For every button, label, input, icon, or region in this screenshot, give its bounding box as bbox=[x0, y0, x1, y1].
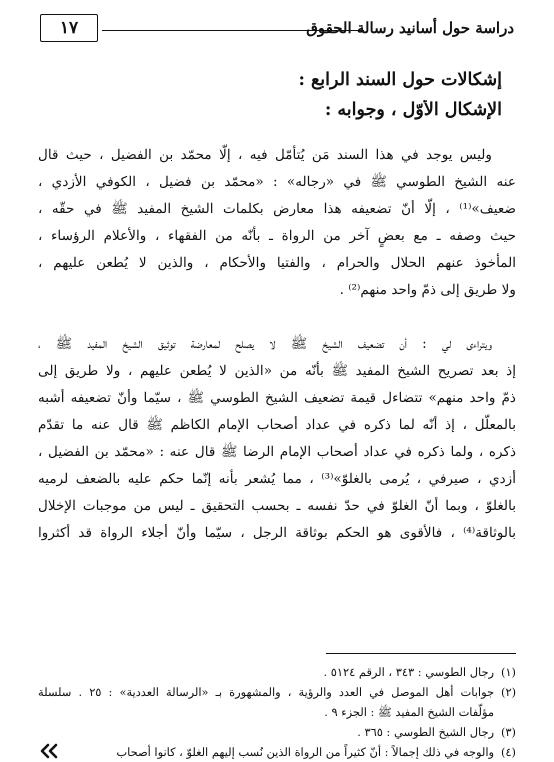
paragraph-line: بالغلوّ ، وبما أنّ الغلوّ في حدّ نفسه ـ بحسب التحقيق ـ ليس من موجبات الإخلال bbox=[38, 498, 516, 514]
footnote bbox=[38, 742, 516, 762]
footnote-number: (٣) bbox=[500, 725, 516, 739]
paragraph-line: إذ بعد تصريح الشيخ المفيد ﷺ بأنّه من «الذين لا يُطعن عليهم ، ولا طريق إلى bbox=[38, 363, 516, 379]
paragraph-line: المأخوذ عنهم الحلال والحرام ، والفتيا والأحكام ، والذين لا يُطعن عليهم ، bbox=[38, 255, 516, 271]
footnote-line bbox=[38, 662, 516, 682]
paragraph-line: ضعيف»⁽¹⁾ ، إلّا أنّ تضعيفه هذا معارض بكلمات الشيخ المفيد ﷺ في حقّه ، bbox=[38, 201, 516, 217]
section-heading: إشكالات حول السند الرابع : bbox=[298, 70, 502, 90]
running-header bbox=[40, 14, 514, 44]
footnote-separator bbox=[326, 653, 516, 654]
paragraph-line: بالمعلّل ، إذ أنّه لما ذكره في عداد أصحاب الإمام الكاظم ﷺ قال عنه ما تقدّم bbox=[38, 417, 516, 433]
running-title: دراسة حول أسانيد رسالة الحقوق bbox=[306, 19, 514, 37]
footnote-line bbox=[38, 722, 516, 742]
footnote-text: والوجه في ذلك إجمالاً : أنّ كثيراً من الرواة الذين نُسب إليهم الغلوّ ، كانوا أصحاب bbox=[116, 745, 494, 759]
footnote-text: جوابات أهل الموصل في العدد والرؤية ، والمشهورة بـ «الرسالة العددية» : ٢٥ . سلسلة bbox=[38, 685, 495, 699]
paragraph-line: حيث وصفه ـ مع بعضٍ آخر من الرواة ـ بأنّه من الفقهاء ، والأعلام الرؤساء ، bbox=[38, 228, 516, 244]
paragraph-line: ولا طريق إلى ذمّ واحد منهم⁽²⁾ . bbox=[339, 282, 516, 298]
footnote-text: رجال الشيخ الطوسي : ٣٦٥ . bbox=[357, 725, 494, 739]
paragraph bbox=[38, 331, 516, 547]
footnote bbox=[38, 682, 516, 722]
paragraph-line: وليس يوجد في هذا السند مَن يُتأمّل فيه ، إلّا محمّد بن الفضيل ، حيث قال bbox=[38, 147, 492, 163]
footnote bbox=[38, 722, 516, 742]
footnote-line bbox=[38, 742, 516, 762]
paragraph-line: عنه الشيخ الطوسي ﷺ في «رجاله» : «محمّد بن فضيل ، الكوفي الأزدي ، bbox=[38, 174, 516, 190]
paragraph-line: بالوثاقة⁽⁴⁾ ، فالأقوى هو الحكم بوثاقة الرجل ، سيّما وأنّ أجلاء الرواة قد أكثروا bbox=[38, 525, 516, 541]
paragraph-line: ذمّ واحد منهم» تتضاءل قيمة تضعيف الشيخ الطوسي ﷺ ، سيّما وأنّ تضعيفه أشبه bbox=[38, 390, 516, 406]
paragraph-line: أزدي ، صيرفي ، يُرمى بالغلوّ»⁽³⁾ ، مما يُشعر بأنه إنّما حكم عليه بالضعف لرميه bbox=[38, 471, 516, 487]
paragraph-line: ذكره ، ولما ذكره في عداد أصحاب الإمام الرضا ﷺ قال عنه : «محمّد بن الفضيل ، bbox=[38, 444, 516, 460]
paragraph-line: ويتراءى لي : أن تضعيف الشيخ ﷺ لا يصلح لمعارضة توثيق الشيخ المفيد ﷺ ، bbox=[38, 336, 492, 352]
subsection-heading: الإشكال الأوّل ، وجوابه : bbox=[324, 100, 502, 120]
paragraph bbox=[38, 142, 516, 304]
footnote-text: رجال الطوسي : ٣٤٣ ، الرقم ٥١٢٤ . bbox=[323, 665, 494, 679]
footnote-text: مؤلّفات الشيخ المفيد ﷺ : الجزء ٩ . bbox=[324, 705, 494, 719]
footnote-number: (٢) bbox=[500, 685, 516, 699]
page-number: ١٧ bbox=[40, 14, 98, 42]
footnote-number: (١) bbox=[500, 665, 516, 679]
footnotes bbox=[38, 662, 516, 762]
header-rule bbox=[102, 30, 364, 31]
double-left-arrow-icon bbox=[38, 742, 60, 760]
footnote-number: (٤) bbox=[500, 745, 516, 759]
footnote bbox=[38, 662, 516, 682]
footnote-line bbox=[38, 682, 516, 702]
